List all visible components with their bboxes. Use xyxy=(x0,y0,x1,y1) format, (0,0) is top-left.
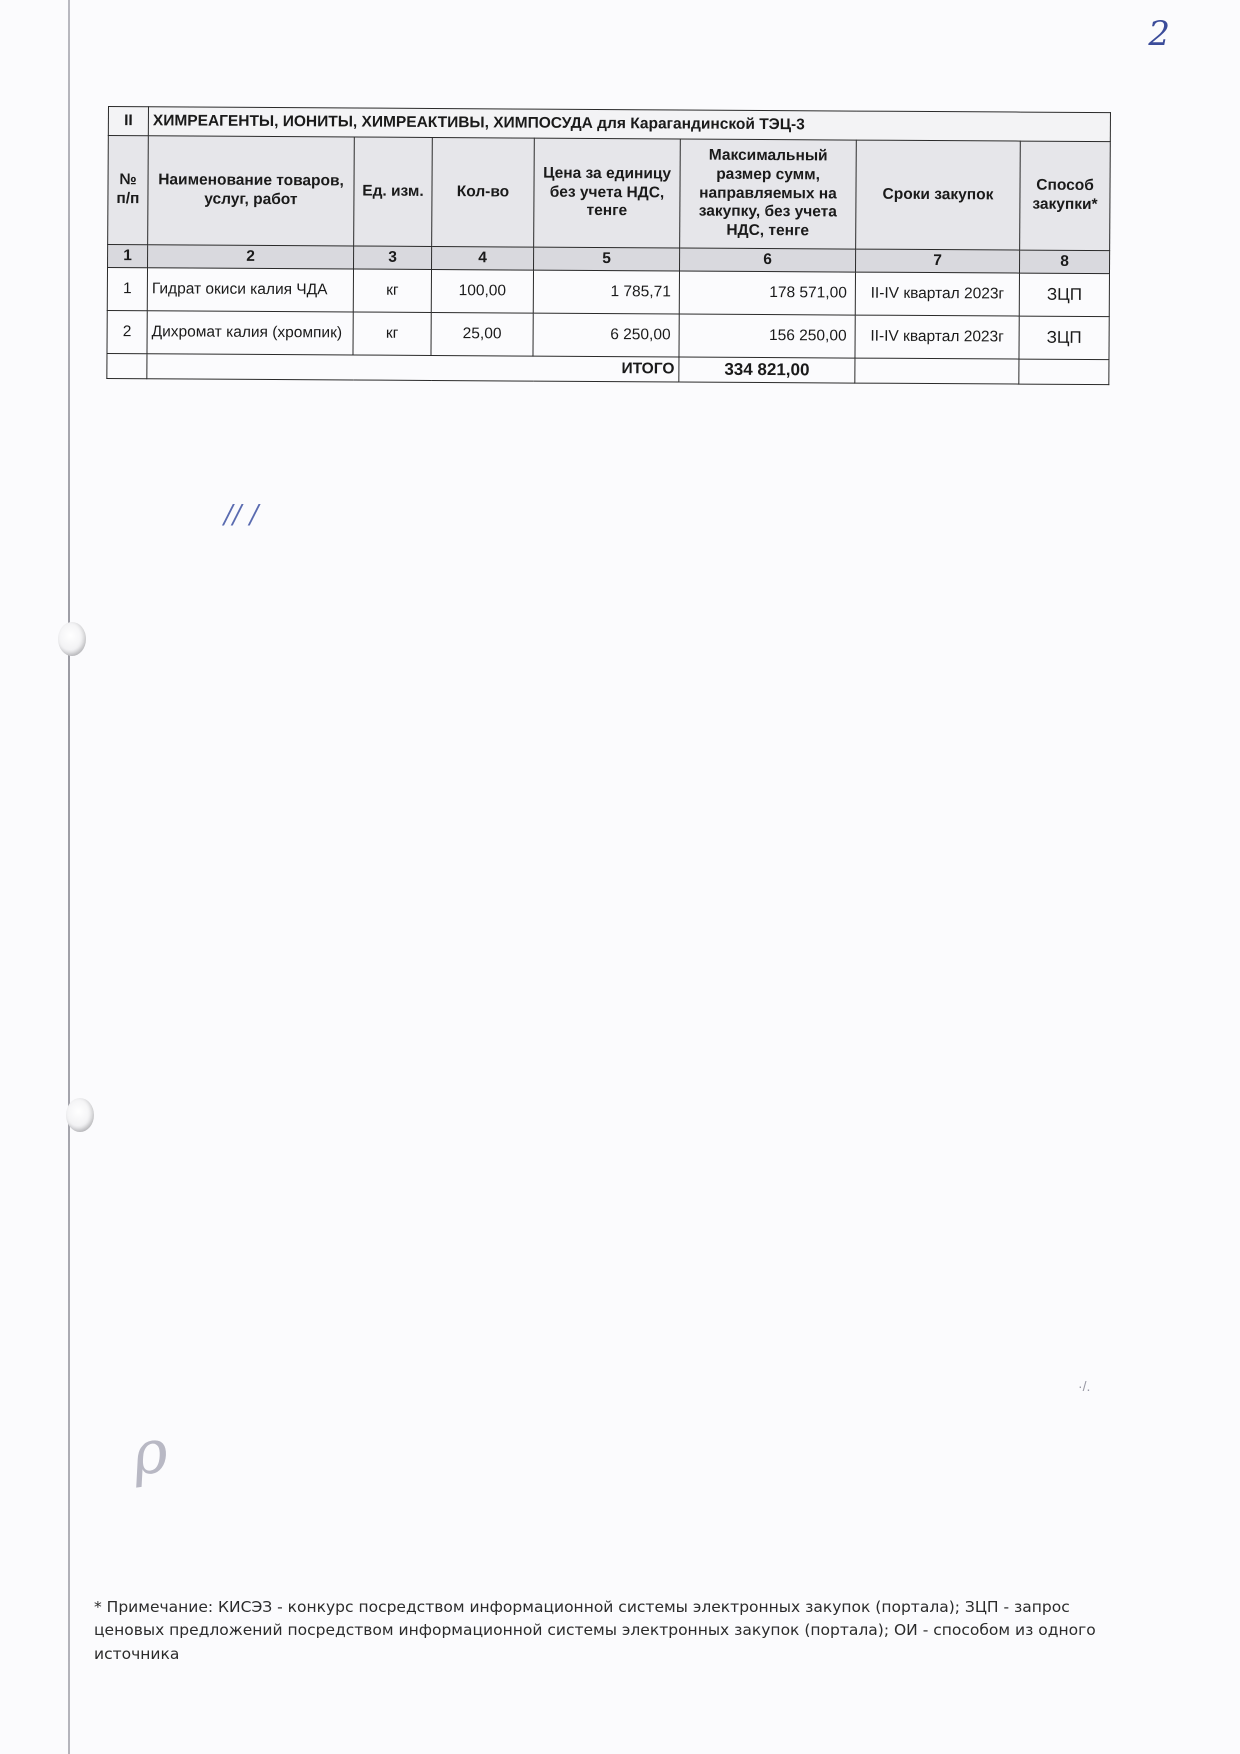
item-max-sum: 156 250,00 xyxy=(679,314,855,358)
total-value: 334 821,00 xyxy=(679,357,855,383)
faint-pencil-mark: ρ xyxy=(127,1415,172,1491)
item-name: Гидрат окиси калия ЧДА xyxy=(147,268,353,312)
section-number: II xyxy=(108,107,148,136)
column-number: 8 xyxy=(1019,250,1109,274)
column-number: 6 xyxy=(680,248,856,272)
empty-cell xyxy=(107,353,147,378)
item-price: 6 250,00 xyxy=(533,313,679,357)
column-number: 2 xyxy=(148,245,354,269)
punch-hole xyxy=(58,622,86,656)
column-number: 7 xyxy=(855,249,1019,273)
col-header-method: Способ закупки* xyxy=(1020,141,1111,251)
pen-mark: // / xyxy=(224,500,259,530)
item-qty: 25,00 xyxy=(431,312,533,356)
footnote: * Примечание: КИСЭЗ - конкурс посредством информационной системы электронных закупок (портала); ЗЦП - запрос ценовых предложений посредством информационной системы электронных закупок (портала); ОИ - способом из одного источника xyxy=(94,1598,1096,1663)
item-qty: 100,00 xyxy=(431,269,533,313)
column-number: 5 xyxy=(534,247,680,271)
binding-margin-line xyxy=(68,0,70,1754)
item-period: II-IV квартал 2023г xyxy=(855,315,1019,359)
row-number: 1 xyxy=(107,268,147,311)
item-period: II-IV квартал 2023г xyxy=(855,272,1019,316)
section-title: ХИМРЕАГЕНТЫ, ИОНИТЫ, ХИМРЕАКТИВЫ, ХИМПОСУДА для Карагандинской ТЭЦ-3 xyxy=(148,107,1110,142)
item-unit: кг xyxy=(353,312,431,355)
total-row xyxy=(107,353,1109,384)
column-number: 1 xyxy=(108,245,148,268)
procurement-table xyxy=(106,106,1111,385)
item-unit: кг xyxy=(353,269,431,312)
item-method: ЗЦП xyxy=(1019,316,1109,360)
column-number: 4 xyxy=(432,246,534,270)
speck-mark: ·/. xyxy=(1078,1378,1091,1394)
col-header-max-sum: Максимальный размер сумм, направляемых на закупку, без учета НДС, тенге xyxy=(680,139,857,249)
item-method: ЗЦП xyxy=(1019,273,1109,317)
header-row xyxy=(108,136,1111,251)
column-number: 3 xyxy=(354,246,432,269)
item-max-sum: 178 571,00 xyxy=(679,271,855,315)
empty-cell xyxy=(855,358,1019,384)
col-header-number: № п/п xyxy=(108,136,149,245)
item-price: 1 785,71 xyxy=(533,270,679,314)
row-number: 2 xyxy=(107,310,147,353)
col-header-unit: Ед. изм. xyxy=(354,137,433,246)
total-label: ИТОГО xyxy=(147,354,679,382)
col-header-name: Наименование товаров, услуг, работ xyxy=(148,136,355,246)
col-header-qty: Кол-во xyxy=(432,137,535,247)
punch-hole xyxy=(66,1098,94,1132)
item-name: Дихромат калия (хромпик) xyxy=(147,311,353,355)
empty-cell xyxy=(1019,359,1109,385)
table-row xyxy=(107,268,1109,317)
table-row xyxy=(107,310,1109,359)
handwritten-page-number: 2 xyxy=(1148,14,1170,54)
col-header-period: Сроки закупок xyxy=(856,140,1021,250)
col-header-price: Цена за единицу без учета НДС, тенге xyxy=(534,138,681,248)
